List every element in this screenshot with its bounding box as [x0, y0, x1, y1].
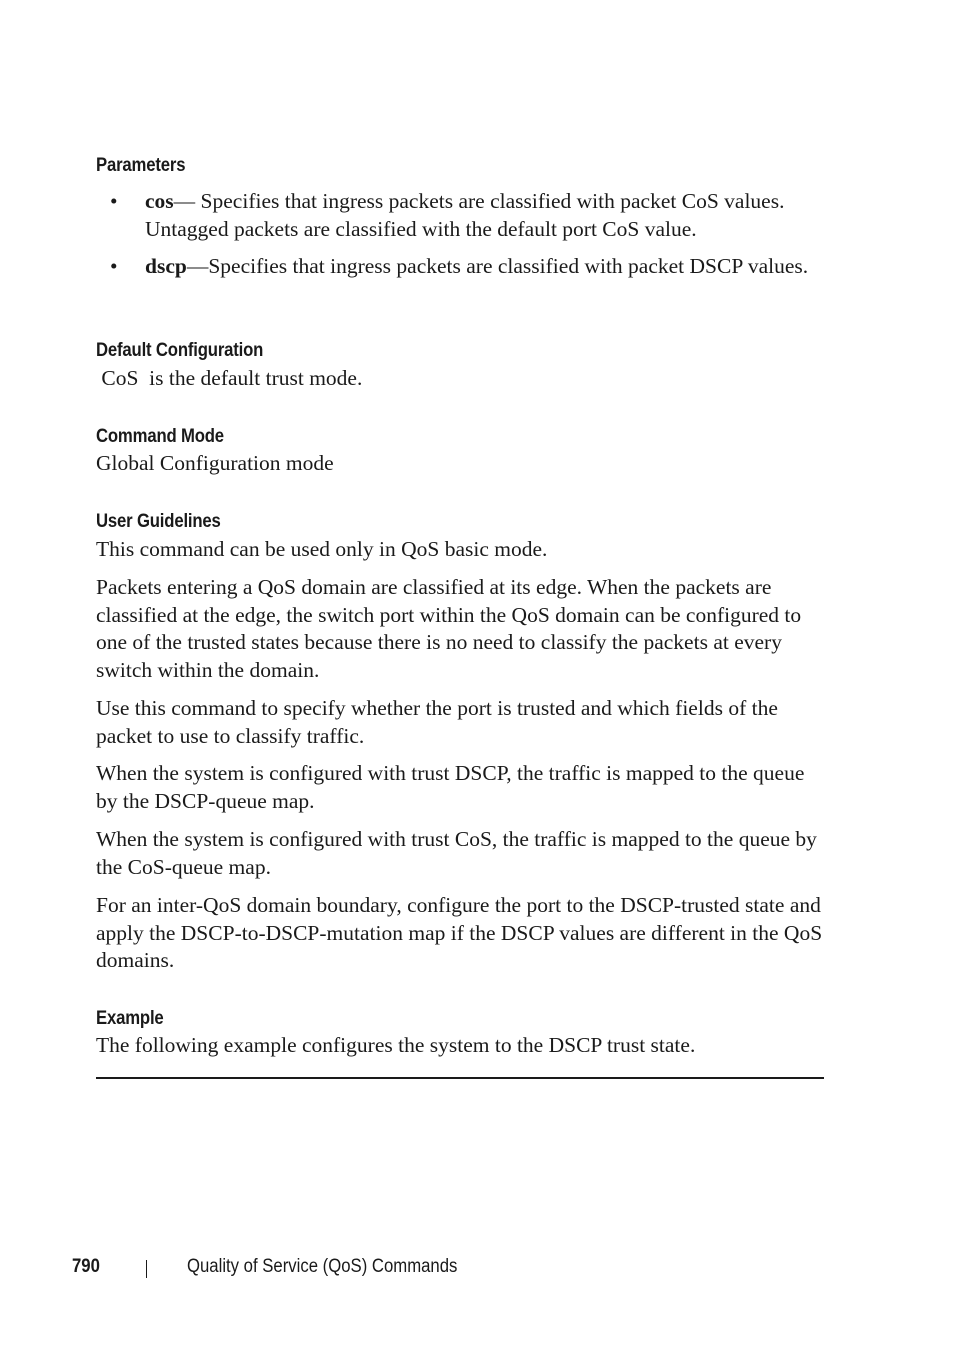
- guideline-paragraph: When the system is configured with trust DSCP, the traffic is mapped to the queue by the DSCP-queue map.: [96, 761, 805, 813]
- default-configuration-heading: Default Configuration: [96, 340, 264, 361]
- bullet-icon: •: [110, 189, 118, 213]
- guideline-paragraph: When the system is configured with trust CoS, the traffic is mapped to the queue by the CoS-queue map.: [96, 827, 817, 879]
- guideline-paragraph: For an inter-QoS domain boundary, configure the port to the DSCP-trusted state and apply the DSCP-to-DSCP-mutation map if the DSCP values are different in the QoS domains.: [96, 893, 823, 972]
- parameters-heading: Parameters: [96, 155, 186, 176]
- bullet-icon: •: [110, 254, 118, 278]
- footer-title: Quality of Service (QoS) Commands: [187, 1256, 458, 1277]
- parameter-description: [145, 253, 825, 281]
- default-configuration-text: CoS is the default trust mode.: [96, 366, 363, 390]
- page-number: 790: [72, 1256, 100, 1277]
- section-divider: [96, 1077, 824, 1079]
- example-heading: Example: [96, 1008, 164, 1029]
- example-text: The following example configures the system to the DSCP trust state.: [96, 1033, 696, 1057]
- parameter-term: cos: [145, 189, 174, 213]
- guideline-paragraph: Use this command to specify whether the port is trusted and which fields of the packet to use to classify traffic.: [96, 696, 778, 748]
- footer-separator: [146, 1260, 147, 1278]
- guideline-paragraph: Packets entering a QoS domain are classified at its edge. When the packets are classified at the edge, the switch port within the QoS domain can be configured to one of the trusted states because there is no need to classify the packets at every switch within the domain.: [96, 575, 802, 682]
- parameter-description: [145, 188, 825, 243]
- user-guidelines-heading: User Guidelines: [96, 511, 221, 532]
- command-mode-text: Global Configuration mode: [96, 451, 334, 475]
- parameter-text: — Specifies that ingress packets are classified with packet CoS values. Untagged packets are classified with the default port CoS value.: [145, 189, 785, 241]
- parameter-term: dscp: [145, 254, 187, 278]
- parameter-text: —Specifies that ingress packets are classified with packet DSCP values.: [186, 254, 809, 278]
- guideline-paragraph: This command can be used only in QoS basic mode.: [96, 537, 548, 561]
- command-mode-heading: Command Mode: [96, 426, 224, 447]
